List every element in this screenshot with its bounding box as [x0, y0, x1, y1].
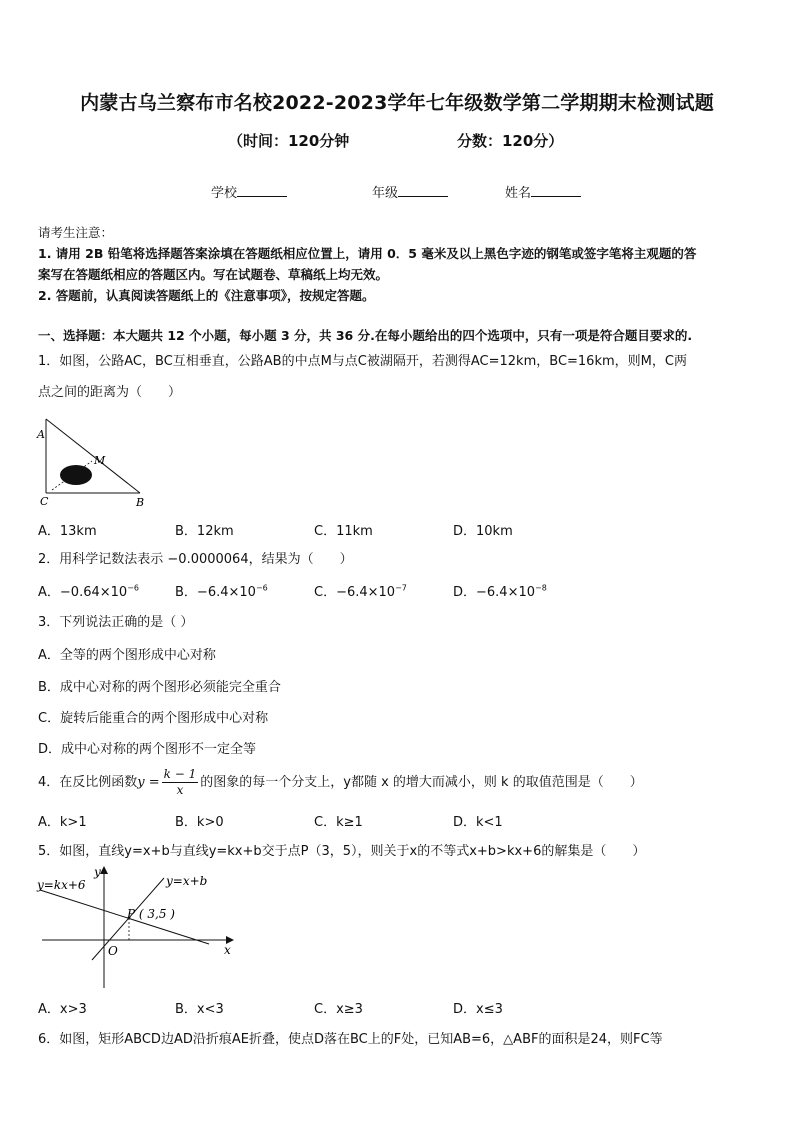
total-score: 分数：120分）	[457, 132, 564, 150]
question-2-text: 2．用科学记数法表示 −0.0000064，结果为（ ）	[38, 552, 353, 567]
notice-heading: 请考生注意：	[38, 225, 114, 240]
fig-label-line2: y=x+b	[166, 874, 208, 888]
q4-option-a[interactable]: A．k>1	[38, 815, 87, 830]
q1-option-c[interactable]: C．11km	[314, 524, 373, 539]
question-3-text: 3．下列说法正确的是（ ）	[38, 615, 194, 630]
q1-option-d[interactable]: D．10km	[453, 524, 513, 539]
notice-item: 1. 请用 2B 铅笔将选择题答案涂填在答题纸相应位置上，请用 0．5 毫米及以上黑色字迹的钢笔或签字笔将主观题的答	[38, 246, 697, 261]
q5-option-b[interactable]: B．x<3	[175, 1002, 224, 1017]
section-heading: 一、选择题：本大题共 12 个小题，每小题 3 分，共 36 分.在每小题给出的四个选项中，只有一项是符合题目要求的.	[38, 328, 693, 343]
q3-option-c[interactable]: C．旋转后能重合的两个图形成中心对称	[38, 711, 269, 726]
q4-option-d[interactable]: D．k<1	[453, 815, 503, 830]
fig-label-c: C	[40, 495, 49, 508]
q2-option-d[interactable]: D．$-6.4\times 10^{-8}$	[453, 583, 547, 600]
q4-option-b[interactable]: B．k>0	[175, 815, 224, 830]
fig-label-p: P ( 3,5 )	[127, 907, 175, 921]
q3-option-b[interactable]: B．成中心对称的两个图形必须能完全重合	[38, 680, 281, 695]
notice-item: 2. 答题前，认真阅读答题纸上的《注意事项》，按规定答题。	[38, 288, 375, 303]
q5-option-c[interactable]: C．x≥3	[314, 1002, 363, 1017]
time-limit: （时间：120分钟	[228, 132, 350, 150]
notice	[38, 222, 763, 306]
question-1-text-2: 点之间的距离为（ ）	[38, 385, 182, 400]
question-1-figure	[30, 415, 160, 515]
q1-option-b[interactable]: B．12km	[175, 524, 234, 539]
q5-option-d[interactable]: D．x≤3	[453, 1002, 503, 1017]
fig-label-m: M	[94, 454, 106, 467]
fig-label-x: x	[224, 943, 231, 957]
question-6-text: 6．如图，矩形ABCD边AD沿折痕AE折叠，使点D落在BC上的F处，已知AB=6，△ABF的面积是24，则FC等	[38, 1032, 663, 1047]
q5-option-a[interactable]: A．x>3	[38, 1002, 87, 1017]
fig-label-b: B	[136, 496, 145, 509]
exam-title: 内蒙古乌兰察布市名校2022-2023学年七年级数学第二学期期末检测试题	[80, 92, 714, 114]
q4-option-c[interactable]: C．k≥1	[314, 815, 363, 830]
q1-option-a[interactable]: A．13km	[38, 524, 97, 539]
name-field[interactable]: 姓名	[505, 182, 581, 201]
question-5-figure	[34, 862, 239, 992]
fig-label-o: O	[108, 944, 118, 958]
q3-option-d[interactable]: D．成中心对称的两个图形不一定全等	[38, 742, 257, 757]
q2-option-b[interactable]: B．$-6.4\times 10^{-6}$	[175, 583, 268, 600]
fig-label-a: A	[37, 428, 45, 441]
question-1-text: 1．如图，公路AC，BC互相垂直，公路AB的中点M与点C被湖隔开，若测得AC=12km，BC=16km，则M，C两	[38, 354, 687, 369]
q2-option-a[interactable]: A．$-0.64\times 10^{-6}$	[38, 583, 139, 600]
question-5-text: 5．如图，直线y=x+b与直线y=kx+b交于点P（3，5），则关于x的不等式x+b>kx+6的解集是（ ）	[38, 844, 646, 859]
q2-option-c[interactable]: C．$-6.4\times 10^{-7}$	[314, 583, 407, 600]
fig-label-y: y	[94, 865, 101, 879]
question-4-text: 4．在反比例函数y = $\frac{k - 1}{x}$ 的图象的每一个分支上，y都随 x 的增大而减小，则 k 的取值范围是（ ）	[38, 767, 643, 797]
q3-option-a[interactable]: A．全等的两个图形成中心对称	[38, 648, 216, 663]
fig-label-line1: y=kx+6	[37, 878, 86, 892]
notice-item: 案写在答题纸相应的答题区内。写在试题卷、草稿纸上均无效。	[38, 267, 389, 282]
fraction: $\frac{k - 1}{x}$	[163, 767, 197, 797]
school-field[interactable]: 学校	[211, 182, 287, 201]
grade-field[interactable]: 年级	[372, 182, 448, 201]
